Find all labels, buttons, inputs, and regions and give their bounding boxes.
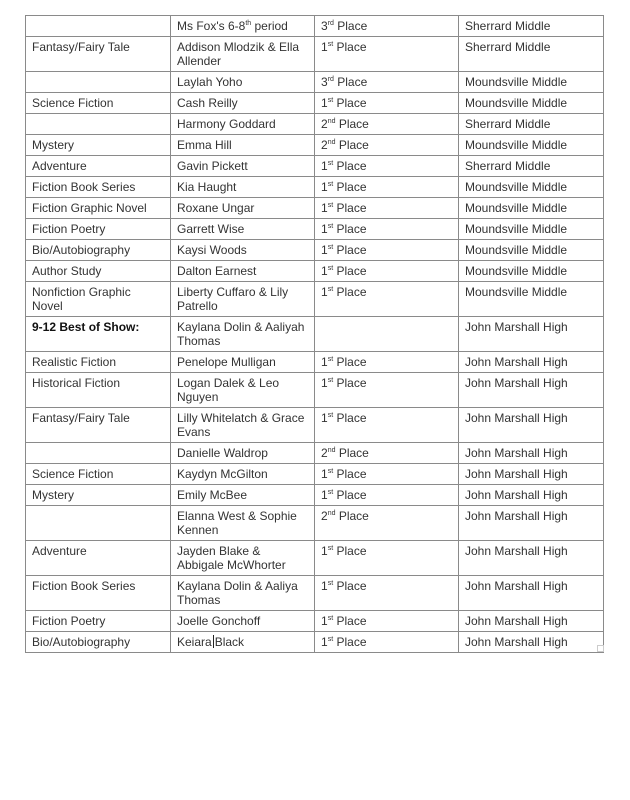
school-cell[interactable] <box>459 93 604 114</box>
awards-table-body <box>26 16 604 653</box>
place-number: 3 <box>321 19 328 33</box>
school-cell[interactable] <box>459 16 604 37</box>
place-cell[interactable] <box>315 72 459 93</box>
category-cell[interactable] <box>26 632 171 653</box>
category-cell[interactable] <box>26 576 171 611</box>
school-cell[interactable] <box>459 198 604 219</box>
place-label: Place <box>333 75 368 89</box>
category-text: Mystery <box>32 138 74 152</box>
place-label: Place <box>333 96 367 110</box>
category-text: Fiction Graphic Novel <box>32 201 147 215</box>
place-number: 1 <box>321 243 328 257</box>
table-end-marker <box>597 645 604 652</box>
school-cell[interactable] <box>459 352 604 373</box>
place-cell[interactable] <box>315 576 459 611</box>
place-cell[interactable] <box>315 135 459 156</box>
school-cell[interactable] <box>459 408 604 443</box>
place-label: Place <box>333 285 367 299</box>
place-cell[interactable] <box>315 506 459 541</box>
place-label: Place <box>333 243 367 257</box>
category-text: Science Fiction <box>32 467 114 481</box>
entrant-name: Cash Reilly <box>177 96 238 110</box>
category-text: Bio/Autobiography <box>32 243 131 257</box>
entrant-name: Joelle Gonchoff <box>177 614 261 628</box>
school-text: John Marshall High <box>465 411 568 425</box>
place-cell[interactable] <box>315 37 459 72</box>
school-text: Moundsville Middle <box>465 264 568 278</box>
entrant-name: Ms Fox's 6-8 <box>177 19 246 33</box>
entrant-name: Laylah Yoho <box>177 75 243 89</box>
place-number: 1 <box>321 614 328 628</box>
place-number: 2 <box>321 117 328 131</box>
category-text: Author Study <box>32 264 102 278</box>
place-cell[interactable] <box>315 240 459 261</box>
entrant-name: Dalton Earnest <box>177 264 257 278</box>
entrant-name: Kaysi Woods <box>177 243 247 257</box>
entrant-name: Keiara <box>177 635 212 649</box>
place-number: 1 <box>321 635 328 649</box>
place-ordinal: st <box>327 489 334 496</box>
place-ordinal: st <box>327 202 334 209</box>
place-ordinal: st <box>327 468 334 475</box>
entrant-name: Kaylana Dolin & Aaliya Thomas <box>177 579 298 607</box>
category-text: Nonfiction Graphic Novel <box>32 285 131 313</box>
entrant-name: Lilly Whitelatch & Grace Evans <box>177 411 305 439</box>
school-text: John Marshall High <box>465 467 568 481</box>
category-text: Historical Fiction <box>32 376 121 390</box>
entrant-name: Kaydyn McGilton <box>177 467 268 481</box>
table-row <box>26 443 604 464</box>
table-row <box>26 408 604 443</box>
place-number: 1 <box>321 180 328 194</box>
table-row <box>26 632 604 653</box>
school-text: Moundsville Middle <box>465 75 568 89</box>
place-ordinal: nd <box>327 118 336 125</box>
place-number: 1 <box>321 488 328 502</box>
entrant-cell[interactable] <box>171 16 315 37</box>
place-label: Place <box>333 355 367 369</box>
place-cell[interactable] <box>315 261 459 282</box>
place-number: 1 <box>321 285 328 299</box>
table-row <box>26 240 604 261</box>
category-text: Bio/Autobiography <box>32 635 131 649</box>
entrant-cell[interactable] <box>171 37 315 72</box>
place-label: Place <box>335 509 369 523</box>
school-text: Sherrard Middle <box>465 19 551 33</box>
category-text: Fiction Poetry <box>32 614 106 628</box>
place-ordinal: st <box>327 223 334 230</box>
place-cell[interactable] <box>315 464 459 485</box>
school-text: Sherrard Middle <box>465 117 551 131</box>
school-cell[interactable] <box>459 611 604 632</box>
school-text: Moundsville Middle <box>465 285 568 299</box>
place-label: Place <box>333 180 367 194</box>
entrant-cell[interactable] <box>171 611 315 632</box>
entrant-name: Roxane Ungar <box>177 201 255 215</box>
school-text: John Marshall High <box>465 579 568 593</box>
table-row <box>26 317 604 352</box>
awards-table <box>25 15 604 653</box>
school-text: John Marshall High <box>465 614 568 628</box>
entrant-cell[interactable] <box>171 114 315 135</box>
place-number: 2 <box>321 446 328 460</box>
table-row <box>26 198 604 219</box>
entrant-name-rest: period <box>251 19 288 33</box>
entrant-cell[interactable] <box>171 135 315 156</box>
entrant-cell[interactable] <box>171 408 315 443</box>
entrant-name: Danielle Waldrop <box>177 446 268 460</box>
place-ordinal: st <box>327 181 334 188</box>
category-text: Mystery <box>32 488 74 502</box>
place-label: Place <box>333 635 367 649</box>
entrant-cell[interactable] <box>171 219 315 240</box>
place-cell[interactable] <box>315 282 459 317</box>
school-text: John Marshall High <box>465 488 568 502</box>
school-text: John Marshall High <box>465 509 568 523</box>
table-row <box>26 611 604 632</box>
school-text: Sherrard Middle <box>465 159 551 173</box>
category-cell[interactable] <box>26 317 171 352</box>
category-cell[interactable] <box>26 485 171 506</box>
school-text: John Marshall High <box>465 320 568 334</box>
table-row <box>26 261 604 282</box>
school-cell[interactable] <box>459 135 604 156</box>
category-cell[interactable] <box>26 114 171 135</box>
category-text: Fiction Book Series <box>32 180 136 194</box>
table-row <box>26 114 604 135</box>
entrant-cell[interactable] <box>171 352 315 373</box>
entrant-cell[interactable] <box>171 632 315 653</box>
place-label: Place <box>333 376 367 390</box>
place-ordinal: st <box>327 244 334 251</box>
category-text: Fantasy/Fairy Tale <box>32 40 130 54</box>
entrant-cell[interactable] <box>171 506 315 541</box>
place-number: 2 <box>321 509 328 523</box>
place-number: 1 <box>321 467 328 481</box>
table-row <box>26 506 604 541</box>
entrant-name-rest: Black <box>214 635 245 649</box>
category-cell[interactable] <box>26 282 171 317</box>
place-ordinal: st <box>327 97 334 104</box>
category-cell[interactable] <box>26 37 171 72</box>
place-number: 2 <box>321 138 328 152</box>
school-cell[interactable] <box>459 156 604 177</box>
school-text: John Marshall High <box>465 635 568 649</box>
place-label: Place <box>333 159 367 173</box>
school-cell[interactable] <box>459 541 604 576</box>
school-cell[interactable] <box>459 261 604 282</box>
school-cell[interactable] <box>459 632 604 653</box>
place-number: 1 <box>321 411 328 425</box>
place-ordinal: st <box>327 580 334 587</box>
place-ordinal: st <box>327 41 334 48</box>
school-text: John Marshall High <box>465 355 568 369</box>
place-label: Place <box>333 40 367 54</box>
category-cell[interactable] <box>26 443 171 464</box>
entrant-name: Kaylana Dolin & Aaliyah Thomas <box>177 320 305 348</box>
place-cell[interactable] <box>315 485 459 506</box>
entrant-name: Emma Hill <box>177 138 232 152</box>
school-cell[interactable] <box>459 576 604 611</box>
entrant-name: Harmony Goddard <box>177 117 276 131</box>
place-ordinal: st <box>327 265 334 272</box>
place-cell[interactable] <box>315 611 459 632</box>
entrant-cell[interactable] <box>171 485 315 506</box>
place-ordinal: st <box>327 636 334 643</box>
category-cell[interactable] <box>26 352 171 373</box>
table-row <box>26 156 604 177</box>
category-cell[interactable] <box>26 261 171 282</box>
place-ordinal: nd <box>327 447 336 454</box>
place-ordinal: rd <box>327 76 334 83</box>
place-cell[interactable] <box>315 373 459 408</box>
entrant-name-sup: th <box>245 20 252 27</box>
table-row <box>26 485 604 506</box>
place-cell[interactable] <box>315 219 459 240</box>
place-ordinal: nd <box>327 510 336 517</box>
school-cell[interactable] <box>459 37 604 72</box>
place-ordinal: rd <box>327 20 334 27</box>
category-cell[interactable] <box>26 408 171 443</box>
place-cell[interactable] <box>315 443 459 464</box>
school-text: Moundsville Middle <box>465 138 568 152</box>
entrant-cell[interactable] <box>171 576 315 611</box>
place-number: 1 <box>321 376 328 390</box>
entrant-name: Jayden Blake & Abbigale McWhorter <box>177 544 286 572</box>
entrant-name: Logan Dalek & Leo Nguyen <box>177 376 280 404</box>
category-cell[interactable] <box>26 198 171 219</box>
entrant-cell[interactable] <box>171 282 315 317</box>
place-number: 1 <box>321 544 328 558</box>
place-cell[interactable] <box>315 198 459 219</box>
category-cell[interactable] <box>26 541 171 576</box>
place-label: Place <box>333 411 367 425</box>
place-label: Place <box>333 467 367 481</box>
entrant-cell[interactable] <box>171 261 315 282</box>
school-text: Sherrard Middle <box>465 40 551 54</box>
entrant-cell[interactable] <box>171 72 315 93</box>
entrant-cell[interactable] <box>171 156 315 177</box>
table-row <box>26 16 604 37</box>
category-cell[interactable] <box>26 156 171 177</box>
school-cell[interactable] <box>459 114 604 135</box>
entrant-name: Liberty Cuffaro & Lily Patrello <box>177 285 289 313</box>
place-ordinal: st <box>327 160 334 167</box>
category-cell[interactable] <box>26 464 171 485</box>
category-cell[interactable] <box>26 240 171 261</box>
table-row <box>26 93 604 114</box>
entrant-cell[interactable] <box>171 443 315 464</box>
place-number: 1 <box>321 96 328 110</box>
school-cell[interactable] <box>459 282 604 317</box>
category-text: Fantasy/Fairy Tale <box>32 411 130 425</box>
place-label: Place <box>335 138 369 152</box>
school-text: Moundsville Middle <box>465 180 568 194</box>
place-cell[interactable] <box>315 114 459 135</box>
place-ordinal: nd <box>327 139 336 146</box>
school-text: John Marshall High <box>465 446 568 460</box>
place-ordinal: st <box>327 356 334 363</box>
school-cell[interactable] <box>459 506 604 541</box>
place-cell[interactable] <box>315 93 459 114</box>
table-row <box>26 135 604 156</box>
entrant-name: Penelope Mulligan <box>177 355 276 369</box>
school-cell[interactable] <box>459 219 604 240</box>
category-cell[interactable] <box>26 506 171 541</box>
entrant-name: Kia Haught <box>177 180 237 194</box>
entrant-cell[interactable] <box>171 177 315 198</box>
school-cell[interactable] <box>459 72 604 93</box>
place-number: 1 <box>321 159 328 173</box>
school-cell[interactable] <box>459 443 604 464</box>
table-row <box>26 541 604 576</box>
table-row <box>26 282 604 317</box>
school-cell[interactable] <box>459 317 604 352</box>
place-cell[interactable] <box>315 177 459 198</box>
category-cell[interactable] <box>26 611 171 632</box>
table-row <box>26 219 604 240</box>
category-text: Science Fiction <box>32 96 114 110</box>
school-cell[interactable] <box>459 373 604 408</box>
place-number: 1 <box>321 355 328 369</box>
place-label: Place <box>333 19 368 33</box>
entrant-cell[interactable] <box>171 373 315 408</box>
place-label: Place <box>333 264 367 278</box>
place-cell[interactable] <box>315 317 459 352</box>
place-number: 1 <box>321 222 328 236</box>
school-cell[interactable] <box>459 464 604 485</box>
entrant-cell[interactable] <box>171 198 315 219</box>
category-text: Adventure <box>32 544 87 558</box>
school-cell[interactable] <box>459 240 604 261</box>
place-label: Place <box>333 579 367 593</box>
category-cell[interactable] <box>26 16 171 37</box>
place-number: 1 <box>321 40 328 54</box>
place-cell[interactable] <box>315 16 459 37</box>
category-text: Fiction Book Series <box>32 579 136 593</box>
category-text: Realistic Fiction <box>32 355 117 369</box>
place-label: Place <box>333 201 367 215</box>
table-row <box>26 576 604 611</box>
place-number: 1 <box>321 264 328 278</box>
place-cell[interactable] <box>315 408 459 443</box>
category-cell[interactable] <box>26 72 171 93</box>
text-cursor <box>213 635 214 648</box>
place-cell[interactable] <box>315 541 459 576</box>
place-ordinal: st <box>327 412 334 419</box>
table-row <box>26 352 604 373</box>
place-cell[interactable] <box>315 156 459 177</box>
place-label: Place <box>335 446 369 460</box>
entrant-name: Garrett Wise <box>177 222 245 236</box>
school-text: Moundsville Middle <box>465 243 568 257</box>
school-cell[interactable] <box>459 485 604 506</box>
entrant-name: Gavin Pickett <box>177 159 248 173</box>
school-text: John Marshall High <box>465 544 568 558</box>
school-text: John Marshall High <box>465 376 568 390</box>
entrant-cell[interactable] <box>171 317 315 352</box>
table-row <box>26 37 604 72</box>
place-label: Place <box>333 614 367 628</box>
place-label: Place <box>335 117 369 131</box>
place-label: Place <box>333 488 367 502</box>
category-cell[interactable] <box>26 373 171 408</box>
category-text: 9-12 Best of Show: <box>32 320 140 334</box>
place-number: 3 <box>321 75 328 89</box>
category-text: Fiction Poetry <box>32 222 106 236</box>
entrant-name: Addison Mlodzik & Ella Allender <box>177 40 300 68</box>
school-text: Moundsville Middle <box>465 222 568 236</box>
category-cell[interactable] <box>26 93 171 114</box>
entrant-cell[interactable] <box>171 93 315 114</box>
table-row <box>26 373 604 408</box>
place-label: Place <box>333 222 367 236</box>
entrant-cell[interactable] <box>171 240 315 261</box>
place-number: 1 <box>321 579 328 593</box>
school-text: Moundsville Middle <box>465 96 568 110</box>
place-ordinal: st <box>327 286 334 293</box>
category-cell[interactable] <box>26 177 171 198</box>
category-text: Adventure <box>32 159 87 173</box>
entrant-cell[interactable] <box>171 464 315 485</box>
table-row <box>26 464 604 485</box>
place-ordinal: st <box>327 545 334 552</box>
place-ordinal: st <box>327 377 334 384</box>
table-row <box>26 72 604 93</box>
table-row <box>26 177 604 198</box>
school-text: Moundsville Middle <box>465 201 568 215</box>
place-label: Place <box>333 544 367 558</box>
place-number: 1 <box>321 201 328 215</box>
category-cell[interactable] <box>26 219 171 240</box>
place-cell[interactable] <box>315 352 459 373</box>
entrant-cell[interactable] <box>171 541 315 576</box>
place-ordinal: st <box>327 615 334 622</box>
entrant-name: Emily McBee <box>177 488 248 502</box>
place-cell[interactable] <box>315 632 459 653</box>
entrant-name: Elanna West & Sophie Kennen <box>177 509 297 537</box>
category-cell[interactable] <box>26 135 171 156</box>
school-cell[interactable] <box>459 177 604 198</box>
